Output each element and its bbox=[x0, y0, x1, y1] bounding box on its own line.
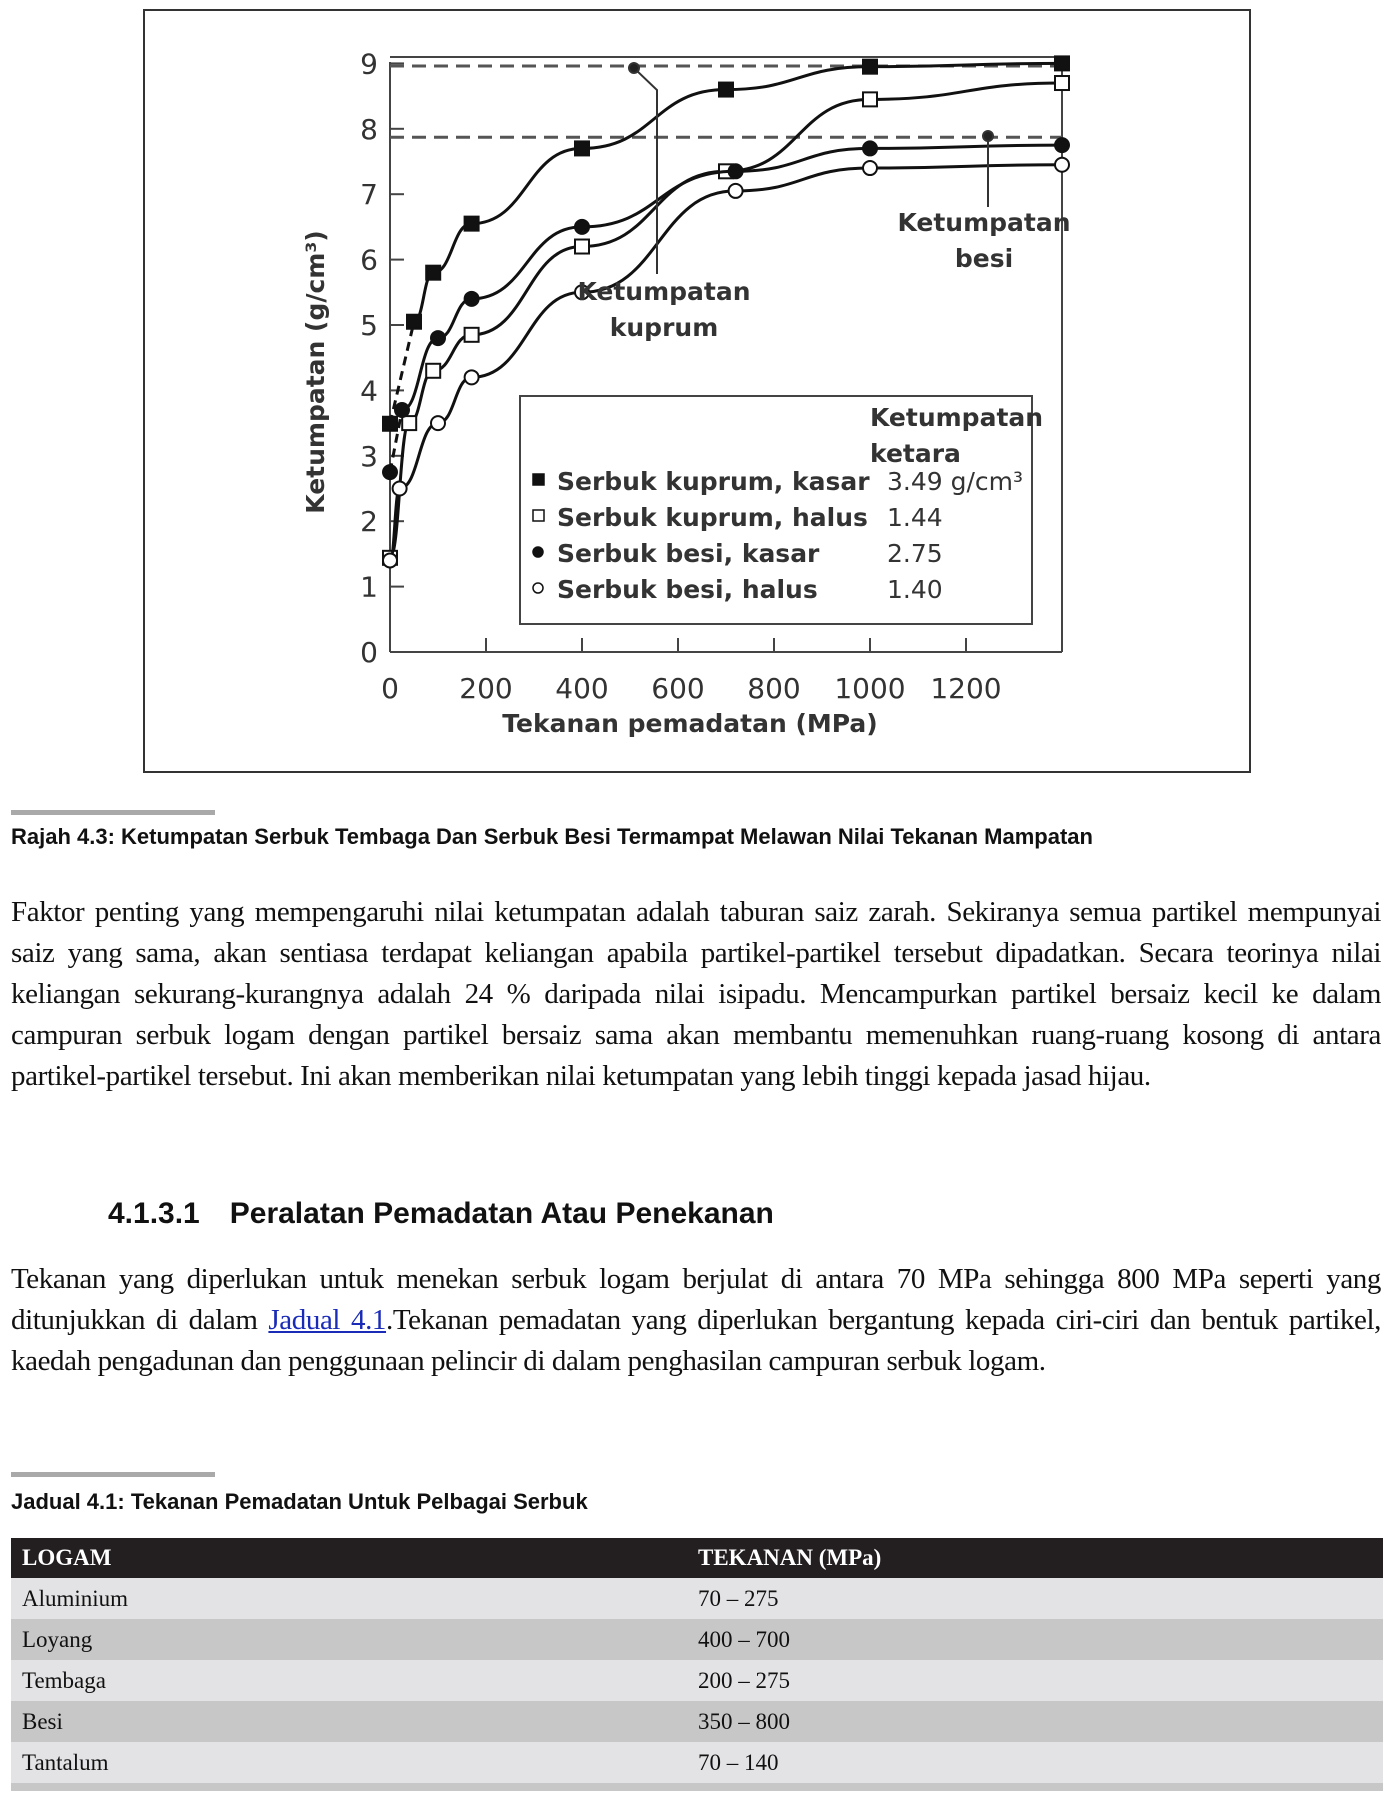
paragraph-particle-size: Faktor penting yang mempengaruhi nilai ketumpatan adalah taburan saiz zarah. Sekiranya semua partikel mempunyai saiz yang sama, akan sentiasa terdapat keliangan apabila partikel-partikel tersebut dipadatkan. Secara teorinya nilai keliangan sekurang-kurangnya adalah 24 % daripada nilai isipadu. Mencampurkan partikel bersaiz kecil ke dalam campuran serbuk logam dengan partikel bersaiz sama akan membantu memenuhkan ruang-ruang kosong di antara partikel-partikel tersebut. Ini akan memberikan nilai ketumpatan yang lebih tinggi kepada jasad hijau. bbox=[11, 896, 1381, 1092]
legend-column-header: Ketumpatan bbox=[870, 403, 1044, 432]
x-axis-ticks bbox=[486, 638, 966, 652]
svg-text:2.75: 2.75 bbox=[887, 539, 943, 568]
svg-text:400: 400 bbox=[555, 672, 609, 705]
table-footer-band bbox=[11, 1783, 1383, 1791]
svg-text:800: 800 bbox=[747, 672, 801, 705]
svg-text:1: 1 bbox=[360, 570, 378, 604]
para2-text-after: .Tekanan pemadatan yang diperlukan bergantung kepada ciri-ciri dan bentuk partikel, kaedah pengadunan dan penggunaan pelincir di dalam penghasilan campuran serbuk logam. bbox=[11, 1304, 1381, 1377]
cell-metal: Tantalum bbox=[11, 1742, 687, 1783]
chart-legend bbox=[520, 396, 1043, 624]
svg-text:1.44: 1.44 bbox=[887, 503, 943, 532]
cell-metal: Tembaga bbox=[11, 1660, 687, 1701]
svg-text:1000: 1000 bbox=[834, 672, 906, 705]
figure-caption: Rajah 4.3: Ketumpatan Serbuk Tembaga Dan Serbuk Besi Termampat Melawan Nilai Tekanan Mampatan bbox=[11, 824, 1093, 849]
svg-text:0: 0 bbox=[360, 636, 378, 669]
cell-metal: Loyang bbox=[11, 1619, 687, 1660]
annotation-iron-label-2: besi bbox=[954, 244, 1014, 273]
svg-text:6: 6 bbox=[360, 243, 378, 277]
cell-pressure: 350 – 800 bbox=[687, 1701, 1383, 1742]
svg-text:2: 2 bbox=[360, 505, 378, 539]
legend-entry bbox=[533, 467, 1023, 496]
table-row bbox=[11, 1701, 1383, 1742]
x-axis-tick-labels bbox=[381, 672, 1002, 705]
annotation-copper-label: Ketumpatan bbox=[577, 277, 751, 306]
para2-text-before: Tekanan yang diperlukan untuk menekan serbuk logam berjulat di antara 70 MPa sehingga 800 MPa seperti yang ditunjukkan di dalam bbox=[11, 1263, 1381, 1336]
table-row bbox=[11, 1578, 1383, 1619]
reference-lines bbox=[390, 66, 1062, 137]
cell-pressure: 200 – 275 bbox=[687, 1660, 1383, 1701]
svg-text:Serbuk besi, kasar: Serbuk besi, kasar bbox=[557, 539, 820, 568]
cell-metal: Aluminium bbox=[11, 1578, 687, 1619]
section-heading bbox=[108, 1197, 774, 1231]
cell-pressure: 70 – 275 bbox=[687, 1578, 1383, 1619]
svg-text:9: 9 bbox=[360, 47, 378, 81]
svg-text:Serbuk besi, halus: Serbuk besi, halus bbox=[557, 575, 818, 604]
caption-rule bbox=[11, 810, 215, 815]
table-row bbox=[11, 1660, 1383, 1701]
pressure-table bbox=[11, 1538, 1383, 1791]
svg-text:1200: 1200 bbox=[930, 672, 1002, 705]
paragraph-compaction-pressure bbox=[11, 1259, 1381, 1382]
svg-text:0: 0 bbox=[381, 672, 399, 705]
svg-text:1.40: 1.40 bbox=[887, 575, 943, 604]
cell-metal: Besi bbox=[11, 1701, 687, 1742]
header-pressure: TEKANAN (MPa) bbox=[687, 1538, 1383, 1578]
section-number: 4.1.3.1 bbox=[108, 1197, 200, 1230]
annotation-copper-density bbox=[629, 63, 657, 274]
cell-pressure: 400 – 700 bbox=[687, 1619, 1383, 1660]
svg-text:8: 8 bbox=[360, 112, 378, 146]
svg-text:600: 600 bbox=[651, 672, 705, 705]
annotation-copper-label-2: kuprum bbox=[609, 313, 719, 342]
table-header-row bbox=[11, 1538, 1383, 1578]
figure-frame bbox=[143, 9, 1251, 773]
svg-text:3.49 g/cm³: 3.49 g/cm³ bbox=[887, 467, 1024, 496]
section-title: Peralatan Pemadatan Atau Penekanan bbox=[229, 1197, 774, 1230]
table-caption: Jadual 4.1: Tekanan Pemadatan Untuk Pelbagai Serbuk bbox=[11, 1489, 588, 1514]
svg-text:4: 4 bbox=[360, 374, 378, 408]
x-axis-label: Tekanan pemadatan (MPa) bbox=[502, 709, 878, 738]
table-row bbox=[11, 1742, 1383, 1783]
annotation-iron-label: Ketumpatan bbox=[897, 208, 1071, 237]
legend-column-header-2: ketara bbox=[870, 439, 961, 468]
svg-text:200: 200 bbox=[459, 672, 513, 705]
header-metal: LOGAM bbox=[11, 1538, 687, 1578]
table-caption-rule bbox=[11, 1472, 215, 1477]
table-row bbox=[11, 1619, 1383, 1660]
svg-text:5: 5 bbox=[360, 309, 378, 342]
y-axis-label: Ketumpatan (g/cm³) bbox=[301, 230, 330, 514]
annotation-iron-density bbox=[983, 131, 993, 207]
svg-text:3: 3 bbox=[360, 439, 378, 473]
cell-pressure: 70 – 140 bbox=[687, 1742, 1383, 1783]
y-axis-tick-labels bbox=[360, 47, 378, 669]
density-vs-pressure-chart bbox=[145, 11, 1253, 775]
svg-text:7: 7 bbox=[360, 178, 378, 212]
svg-text:Serbuk kuprum, halus: Serbuk kuprum, halus bbox=[557, 503, 868, 532]
svg-text:Serbuk kuprum, kasar: Serbuk kuprum, kasar bbox=[557, 467, 870, 496]
table-reference-link[interactable]: Jadual 4.1 bbox=[268, 1304, 387, 1336]
